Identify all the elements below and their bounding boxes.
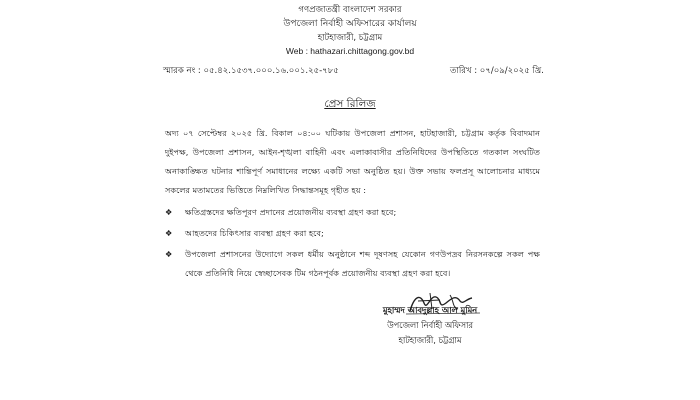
decision-text: ক্ষতিগ্রস্তদের ক্ষতিপূরণ প্রদানের প্রয়োজনীয় ব্যবস্থা গ্রহণ করা হবে;: [185, 207, 397, 217]
bullet-icon: ❖: [165, 207, 173, 217]
bullet-icon: ❖: [165, 228, 173, 238]
memo-date: তারিখ : ০৭/০৯/২০২৫ খ্রি.: [450, 66, 544, 76]
header-office: উপজেলা নির্বাহী অফিসারের কার্যালয়: [283, 19, 417, 29]
header-location: হাটহাজারী, চট্টগ্রাম: [317, 33, 383, 43]
header-government: গণপ্রজাতন্ত্রী বাংলাদেশ সরকার: [298, 5, 402, 15]
decision-text: আহতদের চিকিৎসার ব্যবস্থা গ্রহণ করা হবে;: [185, 228, 324, 238]
signatory-name: মুহাম্মদ আবদুল্লাহ আল মুমিন: [382, 305, 478, 315]
document-title: [0, 97, 700, 114]
document-title-text: প্রেস রিলিজ: [324, 98, 376, 110]
body-paragraph: অদ্য ০৭ সেপ্টেম্বর ২০২৫ খ্রি. বিকাল ০৪:০০ ঘটিকায় উপজেলা প্রশাসন, হাটহাজারী, চট্টগ্রাম কর্তৃক বিবাদমান দুইপক্ষ, উপজেলা প্রশাসন, আইন-শৃঙ্খলা বাহিনী এবং এলাকাবাসীর প্রতিনিধিদের উপস্থিতিতে গতকাল সংঘটিত অনাকাঙ্ক্ষিত ঘটনার শান্তিপূর্ণ সমাধানের লক্ষ্যে একটি সভা অনুষ্ঠিত হয়। উক্ত সভায় ফলপ্রসূ আলোচনার মাধ্যমে সকলের মতামতের ভিত্তিতে নিম্নলিখিত সিদ্ধান্তসমূহ গৃহীত হয় :: [165, 128, 540, 195]
decision-text: উপজেলা প্রশাসনের উদ্যোগে সকল ধর্মীয় অনুষ্ঠানে শব্দ দূষণসহ যেকোন গণউপদ্রব নিরসনকল্পে সকল পক্ষ থেকে প্রতিনিধি নিয়ে স্বেচ্ছাসেবক টিম গঠনপূর্বক প্রয়োজনীয় ব্যবস্থা গ্রহণ করা হবে।: [185, 249, 540, 278]
signatory-designation: উপজেলা নির্বাহী অফিসার: [387, 320, 473, 330]
bullet-icon: ❖: [165, 249, 173, 259]
header-web: Web : hathazari.chittagong.gov.bd: [285, 46, 415, 56]
signatory-location: হাটহাজারী, চট্টগ্রাম: [398, 335, 462, 345]
memo-number: স্মারক নং : ০৫.৪২.১৫৩৭.০০০.১৬.০০১.২৫-৭৮৫: [163, 66, 339, 76]
